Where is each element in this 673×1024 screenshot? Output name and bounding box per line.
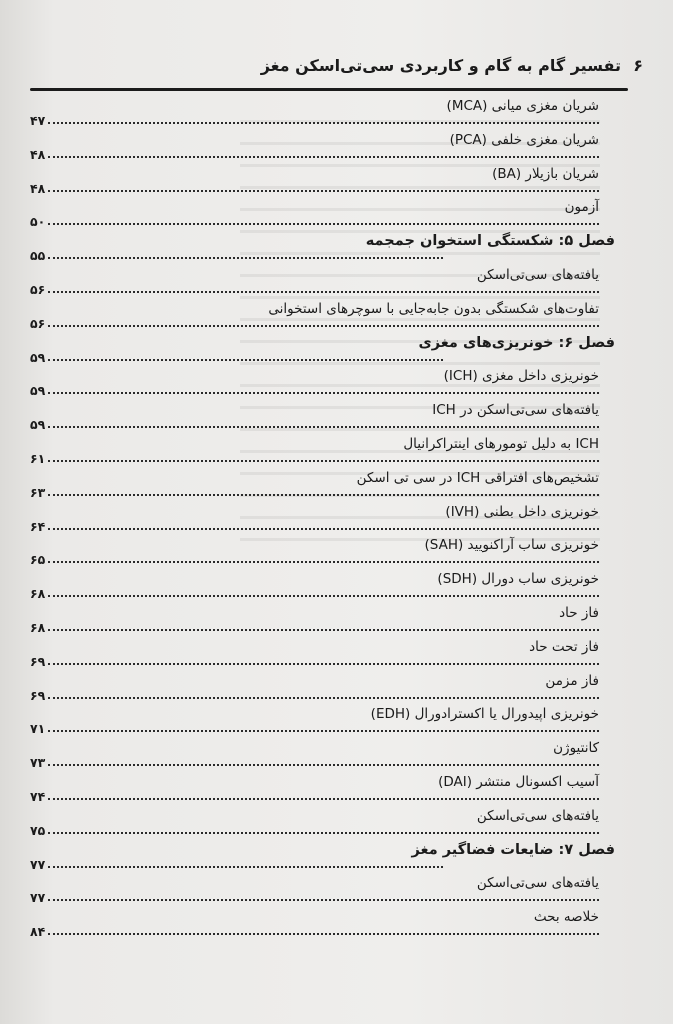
toc-entry-page: ۶۵ (30, 552, 46, 568)
dot-leader (48, 629, 599, 631)
dot-leader (48, 764, 599, 766)
dot-leader (48, 595, 599, 597)
toc-entry (0, 504, 673, 536)
toc-entry-title: خونریزی ساب آراکنویید (SAH) (424, 537, 599, 554)
toc-entry (0, 909, 673, 941)
toc-entry (0, 402, 673, 434)
toc-entry-title: خونریزی اپیدورال یا اکسترادورال (EDH) (370, 706, 599, 723)
toc-entry-page: ۷۷ (30, 890, 46, 906)
toc-entry-page: ۶۸ (30, 620, 46, 635)
dot-leader (48, 122, 599, 124)
dot-leader (48, 359, 443, 361)
toc-entry-page: ۷۳ (30, 755, 46, 771)
toc-entry (0, 301, 673, 333)
dot-leader (48, 325, 599, 327)
dot-leader (48, 798, 599, 800)
dot-leader (48, 730, 599, 732)
toc-entry (0, 740, 673, 772)
toc-entry-title: ICH به دلیل تومورهای اینتراکرانیال (403, 436, 599, 452)
toc-entry-page: ۵۰ (30, 214, 46, 230)
toc-entry (0, 98, 673, 130)
toc-entry-page: ۶۹ (30, 653, 46, 669)
toc-entry-title: فصل ۷: ضایعات فضاگیر مغز (411, 841, 615, 858)
toc-entry-page: ۶۳ (30, 484, 46, 500)
dot-leader (48, 426, 599, 428)
dot-leader (48, 933, 599, 935)
toc-entry-page: ۵۶ (30, 315, 46, 331)
toc-entry-title: خلاصه بحث (533, 909, 599, 926)
toc-entry-title: خونریزی داخل مغزی (ICH) (443, 368, 599, 385)
dot-leader (48, 392, 599, 394)
running-title: تفسیر گام به گام و کاربردی سی‌تی‌اسکن مغز (260, 56, 621, 75)
toc-entry-title: آزمون (564, 199, 599, 216)
toc-entry-title: یافته‌های سی‌تی‌اسکن (476, 875, 599, 892)
toc-chapter-entry (0, 335, 673, 367)
dot-leader (48, 291, 599, 293)
toc-entry (0, 605, 673, 637)
toc-entry (0, 470, 673, 502)
toc-entry-page: ۶۱ (30, 451, 46, 466)
toc-entry (0, 166, 673, 198)
dot-leader (48, 832, 599, 834)
toc-entry-title: یافته‌های سی‌تی‌اسکن در ICH (432, 402, 599, 419)
toc-entry-page: ۸۴ (30, 924, 46, 940)
toc-entry-page: ۵۹ (30, 349, 46, 365)
toc-entry-page: ۴۸ (30, 146, 46, 162)
page-number: ۶ (633, 56, 643, 75)
toc-entry-page: ۶۴ (30, 518, 46, 534)
toc-entry-title: شریان بازیلار (BA) (492, 165, 599, 182)
dot-leader (48, 697, 599, 699)
toc-entry (0, 199, 673, 231)
toc-entry (0, 267, 673, 299)
toc-entry-title: شریان مغزی خلفی (PCA) (449, 131, 599, 148)
dot-leader (48, 460, 599, 462)
toc-entry-title: آسیب اکسونال منتشر (DAI) (438, 774, 599, 790)
toc-entry-page: ۵۵ (30, 248, 46, 264)
toc-chapter-entry (0, 233, 673, 265)
toc-entry-page: ۶۹ (30, 687, 46, 703)
toc-entry-page: ۵۶ (30, 282, 46, 297)
toc-entry-title: فصل ۶: خونریزی‌های مغزی (418, 334, 615, 351)
toc-entry (0, 571, 673, 603)
dot-leader (48, 494, 599, 496)
toc-entry-page: ۴۷ (30, 113, 46, 128)
toc-entry-title: فاز مزمن (545, 672, 599, 689)
toc-entry (0, 706, 673, 738)
toc-entry-page: ۷۴ (30, 789, 46, 804)
dot-leader (48, 190, 599, 192)
toc-entry-page: ۷۱ (30, 721, 46, 737)
toc-entry (0, 368, 673, 400)
toc-entry (0, 436, 673, 468)
toc-entry-title: خونریزی داخل بطنی (IVH) (445, 503, 599, 520)
toc-entry (0, 808, 673, 840)
dot-leader (48, 866, 443, 868)
toc-entry-page: ۶۸ (30, 586, 46, 602)
toc-entry (0, 132, 673, 164)
toc-entry (0, 673, 673, 705)
toc-chapter-entry (0, 842, 673, 874)
toc-entry-title: شریان مغزی میانی (MCA) (446, 98, 599, 114)
toc-entry-title: تشخیص‌های افتراقی ICH در سی تی اسکن (356, 469, 599, 486)
toc-entry-title: خونریزی ساب دورال (SDH) (437, 571, 599, 588)
dot-leader (48, 223, 599, 225)
toc-entry (0, 875, 673, 907)
toc-entry-title: یافته‌های سی‌تی‌اسکن (476, 267, 599, 283)
toc-entry-title: تفاوت‌های شکستگی بدون جابه‌جایی با سوچرهای استخوانی (268, 300, 599, 317)
toc-entry (0, 774, 673, 806)
dot-leader (48, 528, 599, 530)
toc-entry-page: ۷۷ (30, 856, 46, 872)
dot-leader (48, 257, 443, 259)
dot-leader (48, 663, 599, 665)
toc-entry-page: ۴۸ (30, 180, 46, 196)
toc-entry (0, 639, 673, 671)
toc-entry-title: یافته‌های سی‌تی‌اسکن (476, 807, 599, 824)
toc-entry-page: ۵۹ (30, 383, 46, 399)
toc-entry-title: فصل ۵: شکستگی استخوان جمجمه (365, 233, 615, 250)
toc-entry-title: فاز تحت حاد (529, 638, 599, 655)
toc-entry-page: ۷۵ (30, 822, 46, 838)
toc-entry-page: ۵۹ (30, 417, 46, 433)
toc-entry (0, 537, 673, 569)
toc-entry-title: فاز حاد (559, 605, 599, 621)
dot-leader (48, 899, 599, 901)
dot-leader (48, 156, 599, 158)
toc-entry-title: کانتیوژن (553, 740, 599, 757)
dot-leader (48, 561, 599, 563)
